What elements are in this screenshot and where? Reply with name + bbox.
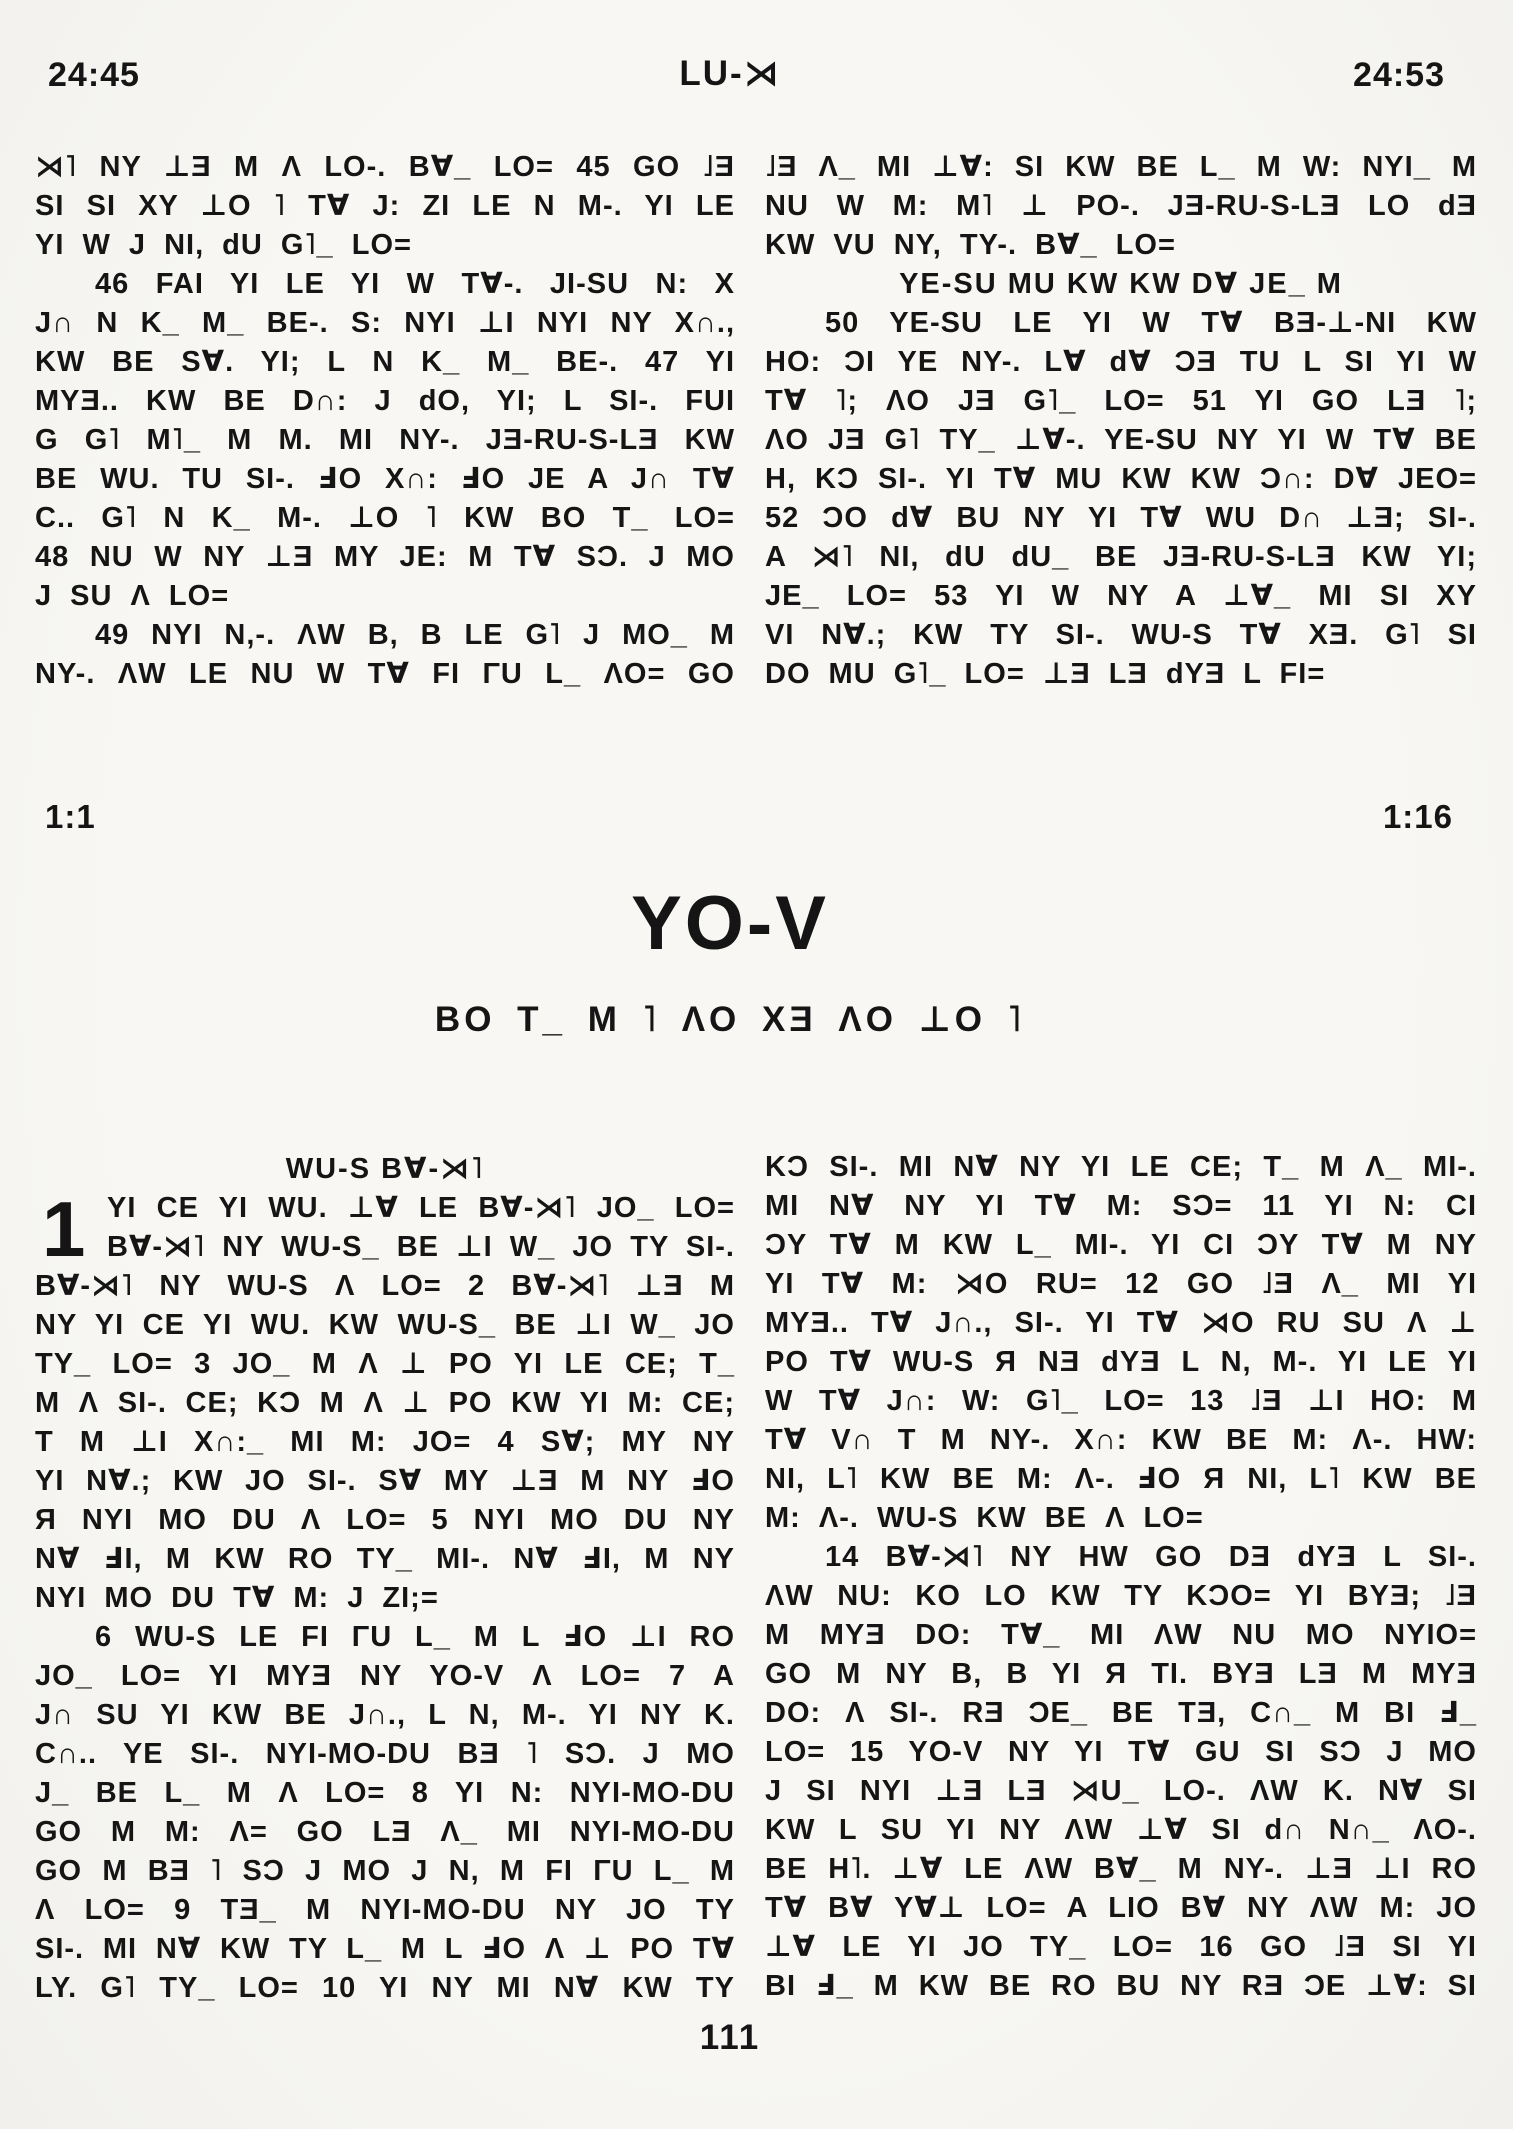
text-line: WU-S B∀-⋊˥	[285, 1153, 485, 1185]
text-line: JE_ LO= 53 YI W NY A ⊥∀_ MI SI XY	[765, 580, 1477, 612]
text-line: YI W J NI, dU G˥_ LO=	[35, 229, 412, 261]
running-head-book-title: LU-⋊	[679, 54, 781, 93]
text-line: 6 WU-S LE FI ΓU L_ M L ℲO ⊥I RO	[95, 1621, 735, 1653]
text-line: J SU Λ LO=	[35, 580, 230, 612]
text-line: MYƎ.. T∀ J∩., SI-. YI T∀ ⋊O RU SU Λ ⊥	[765, 1307, 1477, 1339]
text-line: SI SI XY ⊥O ˥ T∀ J: ZI LE N M-. YI LE	[35, 190, 735, 222]
text-line: Λ LO= 9 TƎ_ M NYI-MO-DU NY JO TY	[35, 1894, 735, 1926]
text-line: ΛW NU: KO LO KW TY KƆO= YI BYƎ; ˩Ǝ	[765, 1580, 1477, 1612]
text-line: T M ⊥I X∩:_ MI M: JO= 4 S∀; MY NY	[35, 1426, 735, 1458]
text-line: J∩ SU YI KW BE J∩., L N, M-. YI NY K.	[35, 1699, 735, 1731]
text-line: 52 ƆO d∀ BU NY YI T∀ WU D∩ ⊥Ǝ; SI-.	[765, 502, 1477, 534]
text-line: 48 NU W NY ⊥Ǝ MY JE: M T∀ SƆ. J MO	[35, 541, 735, 573]
text-line: GO M NY B, B YI Я TI. BYƎ LƎ M MYƎ	[765, 1658, 1477, 1690]
book-title: YO-V	[631, 881, 829, 966]
text-line: NY YI CE YI WU. KW WU-S_ BE ⊥I W_ JO	[35, 1309, 735, 1341]
text-line: N∀ ℲI, M KW RO TY_ MI-. N∀ ℲI, M NY	[35, 1543, 735, 1575]
text-line: ⊥∀ LE YI JO TY_ LO= 16 GO ˩Ǝ SI YI	[765, 1931, 1477, 1963]
text-line: Я NYI MO DU Λ LO= 5 NYI MO DU NY	[35, 1504, 735, 1536]
text-line: BE WU. TU SI-. ℲO X∩: ℲO JE A J∩ T∀	[35, 463, 735, 495]
text-line: DO MU G˥_ LO= ⊥Ǝ LƎ dYƎ L FI=	[765, 658, 1326, 690]
text-line: KW BE S∀. YI; L N K_ M_ BE-. 47 YI	[35, 346, 735, 378]
text-line: C∩.. YE SI-. NYI-MO-DU BƎ ˥ SƆ. J MO	[35, 1738, 735, 1770]
chapter-ref-right: 1:16	[1382, 798, 1453, 835]
text-line: J_ BE L_ M Λ LO= 8 YI N: NYI-MO-DU	[35, 1777, 735, 1809]
text-line: M Λ SI-. CE; KƆ M Λ ⊥ PO KW YI M: CE;	[35, 1387, 735, 1419]
text-line: KW VU NY, TY-. B∀_ LO=	[765, 229, 1176, 261]
text-line: ˩Ǝ Λ_ MI ⊥∀: SI KW BE L_ M W: NYI_ M	[765, 151, 1477, 183]
text-line: LY. G˥ TY_ LO= 10 YI NY MI N∀ KW TY	[35, 1972, 735, 2004]
text-line: W T∀ J∩: W: G˥_ LO= 13 ˩Ǝ ⊥I HO: M	[765, 1385, 1477, 1417]
text-line: ΛO JƎ G˥ TY_ ⊥∀-. YE-SU NY YI W T∀ BE	[765, 424, 1477, 456]
text-line: NU W M: M˥ ⊥ PO-. JƎ-RU-S-LƎ LO dƎ	[765, 190, 1477, 222]
text-line: JO_ LO= YI MYƎ NY YO-V Λ LO= 7 A	[35, 1660, 735, 1692]
text-line: PO T∀ WU-S Я NƎ dYƎ L N, M-. YI LE YI	[765, 1346, 1477, 1378]
text-line: M: Λ-. WU-S KW BE Λ LO=	[765, 1502, 1204, 1534]
text-line: KW L SU YI NY ΛW ⊥∀ SI d∩ N∩_ ΛO-.	[765, 1814, 1477, 1846]
running-head-left-ref: 24:45	[48, 56, 140, 94]
text-line: DO: Λ SI-. RƎ ƆE_ BE TƎ, C∩_ M BI Ⅎ_	[765, 1697, 1477, 1729]
job-text-column-right	[765, 1148, 1477, 2006]
book-subtitle: BO T_ M ˥ ΛO XƎ ΛO ⊥O ˥	[434, 1000, 1026, 1039]
text-line: B∀-⋊˥ NY WU-S Λ LO= 2 B∀-⋊˥ ⊥Ǝ M	[35, 1270, 735, 1302]
text-line: T∀ B∀ Y∀⊥ LO= A LIO B∀ NY ΛW M: JO	[765, 1892, 1477, 1924]
text-line: 50 YE-SU LE YI W T∀ BƎ-⊥-NI KW	[825, 307, 1477, 339]
text-line: VI N∀.; KW TY SI-. WU-S T∀ XƎ. G˥ SI	[765, 619, 1477, 651]
text-line: GO M BƎ ˥ SƆ J MO J N, M FI ΓU L_ M	[35, 1855, 735, 1887]
text-line: YI CE YI WU. ⊥∀ LE B∀-⋊˥ JO_ LO=	[107, 1192, 735, 1224]
text-line: BE H˥. ⊥∀ LE ΛW B∀_ M NY-. ⊥Ǝ ⊥I RO	[765, 1853, 1477, 1885]
text-line: MI N∀ NY YI T∀ M: SƆ= 11 YI N: CI	[765, 1190, 1477, 1222]
text-line: LO= 15 YO-V NY YI T∀ GU SI SƆ J MO	[765, 1736, 1477, 1768]
text-line: J∩ N K_ M_ BE-. S: NYI ⊥I NYI NY X∩.,	[35, 307, 735, 339]
text-line: T∀ ˥; ΛO JƎ G˥_ LO= 51 YI GO LƎ ˥;	[765, 385, 1477, 417]
chapter-dropcap-numeral: 1	[42, 1185, 86, 1273]
text-line: C.. G˥ N K_ M-. ⊥O ˥ KW BO T_ LO=	[35, 502, 735, 534]
chapter-ref-left: 1:1	[45, 798, 96, 835]
text-line: TY_ LO= 3 JO_ M Λ ⊥ PO YI LE CE; T_	[35, 1348, 735, 1380]
text-line: A ⋊˥ NI, dU dU_ BE JƎ-RU-S-LƎ KW YI;	[765, 541, 1477, 573]
text-line: M MYƎ DO: T∀_ MI ΛW NU MO NYIO=	[765, 1619, 1477, 1651]
text-line: 46 FAI YI LE YI W T∀-. JI-SU N: X	[95, 268, 735, 300]
text-line: NYI MO DU T∀ M: J ZI;=	[35, 1582, 439, 1614]
text-line: MYƎ.. KW BE D∩: J dO, YI; L SI-. FUI	[35, 385, 735, 417]
text-line: ⋊˥ NY ⊥Ǝ M Λ LO-. B∀_ LO= 45 GO ˩Ǝ	[35, 151, 735, 183]
text-line: YI T∀ M: ⋊O RU= 12 GO ˩Ǝ Λ_ MI YI	[765, 1268, 1477, 1300]
text-line: 14 B∀-⋊˥ NY HW GO DƎ dYƎ L SI-.	[825, 1541, 1477, 1573]
text-line: NY-. ΛW LE NU W T∀ FI ΓU L_ ΛO= GO	[35, 658, 735, 690]
luke-text-column-right	[765, 148, 1477, 694]
text-line: YI N∀.; KW JO SI-. S∀ MY ⊥Ǝ M NY ℲO	[35, 1465, 735, 1497]
running-head-right-ref: 24:53	[1353, 56, 1445, 94]
text-line: G G˥ M˥_ M M. MI NY-. JƎ-RU-S-LƎ KW	[35, 424, 735, 456]
text-line: YE-SU MU KW KW D∀ JE_ M	[899, 268, 1343, 300]
text-line: NI, L˥ KW BE M: Λ-. ℲO Я NI, L˥ KW BE	[765, 1463, 1477, 1495]
text-line: KƆ SI-. MI N∀ NY YI LE CE; T_ M Λ_ MI-.	[765, 1151, 1477, 1183]
text-line: BI Ⅎ_ M KW BE RO BU NY RƎ ƆE ⊥∀: SI	[765, 1970, 1477, 2002]
text-line: ƆY T∀ M KW L_ MI-. YI CI ƆY T∀ M NY	[765, 1229, 1477, 1261]
text-line: T∀ V∩ T M NY-. X∩: KW BE M: Λ-. HW:	[765, 1424, 1477, 1456]
text-line: SI-. MI N∀ KW TY L_ M L ℲO Λ ⊥ PO T∀	[35, 1933, 735, 1965]
text-line: H, KƆ SI-. YI T∀ MU KW KW Ɔ∩: D∀ JEO=	[765, 463, 1477, 495]
text-line: HO: ƆI YE NY-. L∀ d∀ ƆƎ TU L SI YI W	[765, 346, 1477, 378]
text-line: B∀-⋊˥ NY WU-S_ BE ⊥I W_ JO TY SI-.	[107, 1231, 735, 1263]
job-text-column-left	[35, 1150, 735, 2008]
text-line: 49 NYI N,-. ΛW B, B LE G˥ J MO_ M	[95, 619, 735, 651]
text-line: GO M M: Λ= GO LƎ Λ_ MI NYI-MO-DU	[35, 1816, 735, 1848]
luke-text-column-left	[35, 148, 735, 694]
text-line: J SI NYI ⊥Ǝ LƎ ⋊U_ LO-. ΛW K. N∀ SI	[765, 1775, 1477, 1807]
page-number: 111	[699, 2018, 761, 2057]
